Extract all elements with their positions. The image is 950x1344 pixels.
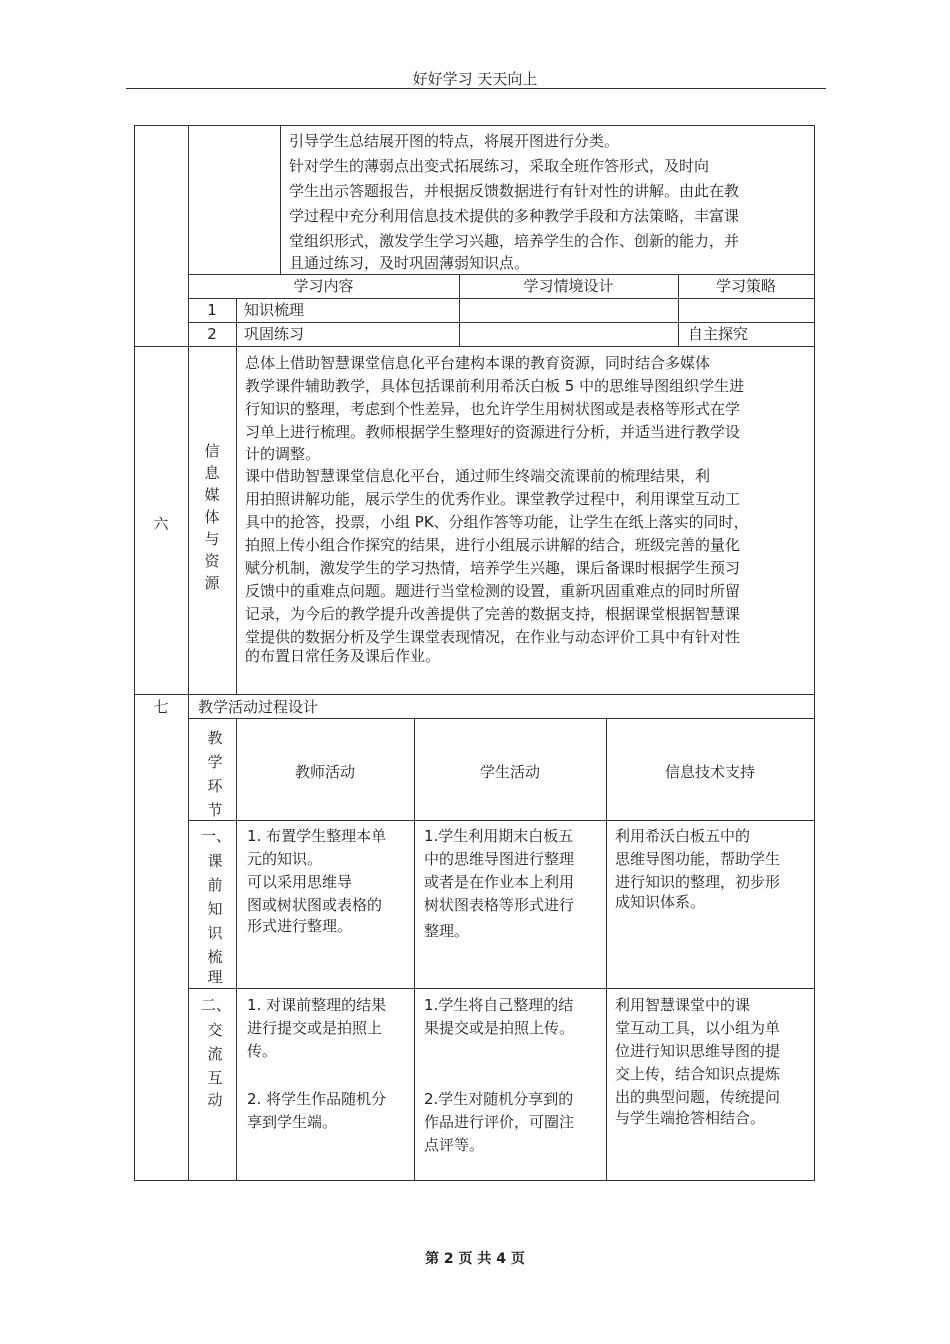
label-char: 媒 — [204, 486, 220, 504]
teacher-line: 形式进行整理。 — [247, 917, 353, 935]
teacher-line: 图或树状图或表格的 — [247, 896, 383, 914]
header-tech-support: 信息技术支持 — [664, 763, 755, 781]
student-line: 2.学生对随机分享到的 — [424, 1090, 574, 1108]
tech-line: 交上传，结合知识点提炼 — [615, 1065, 781, 1083]
stage-char: 流 — [207, 1045, 223, 1063]
teacher-line: 元的知识。 — [247, 850, 323, 868]
tech-line: 出的典型问题，传统提问 — [615, 1088, 781, 1106]
grid-line — [188, 988, 815, 989]
stage-char: 动 — [207, 1091, 223, 1109]
teacher-line: 2. 将学生作品随机分 — [247, 1090, 387, 1108]
stage-char: 识 — [207, 924, 223, 942]
teacher-line: 进行提交或是拍照上 — [247, 1019, 383, 1037]
stage-char: 梳 — [207, 948, 223, 966]
tech-line: 利用希沃白板五中的 — [615, 827, 751, 845]
row-index: 2 — [207, 325, 217, 343]
grid-line — [236, 298, 237, 347]
paragraph-line: 引导学生总结展开图的特点，将展开图进行分类。 — [289, 132, 620, 150]
header-learning-strategy: 学习策略 — [715, 277, 776, 295]
text-line: 用拍照讲解功能，展示学生的优秀作业。课堂教学过程中，利用课堂互动工 — [245, 490, 741, 508]
student-line: 中的思维导图进行整理 — [424, 850, 575, 868]
text-line: 课中借助智慧课堂信息化平台，通过师生终端交流课前的梳理结果，利 — [245, 467, 711, 485]
tech-line: 成知识体系。 — [615, 893, 706, 911]
teacher-line: 1. 布置学生整理本单 — [247, 827, 387, 845]
text-line: 行知识的整理，考虑到个性差异，也允许学生用树状图或是表格等形式在学 — [245, 400, 741, 418]
header-student-activity: 学生活动 — [479, 763, 540, 781]
label-char: 信 — [204, 442, 220, 460]
stage-char: 教 — [207, 729, 223, 747]
tech-line: 利用智慧课堂中的课 — [615, 996, 751, 1014]
teacher-line: 可以采用思维导 — [247, 873, 353, 891]
text-line: 教学课件辅助教学，具体包括课前利用希沃白板 5 中的思维导图组织学生进 — [245, 377, 745, 395]
text-line: 记录，为今后的教学提升改善提供了完善的数据支持，根据课堂根据智慧课 — [245, 605, 741, 623]
student-line: 1.学生利用期末白板五 — [424, 827, 574, 845]
text-line: 拍照上传小组合作探究的结果，进行小组展示讲解的结合，班级完善的量化 — [245, 536, 741, 554]
student-line: 或者是在作业本上利用 — [424, 873, 575, 891]
stage-char: 互 — [207, 1069, 223, 1087]
text-line: 反馈中的重难点问题。题进行当堂检测的设置，重新巩固重难点的同时所留 — [245, 582, 741, 600]
text-line: 计的调整。 — [245, 445, 321, 463]
teacher-line: 1. 对课前整理的结果 — [247, 996, 387, 1014]
stage-char: 学 — [207, 753, 223, 771]
paragraph-line: 且通过练习，及时巩固薄弱知识点。 — [289, 254, 530, 272]
label-char: 源 — [204, 574, 220, 592]
page-footer: 第 2 页 共 4 页 — [425, 1251, 525, 1267]
tech-line: 思维导图功能，帮助学生 — [615, 850, 781, 868]
section-number: 七 — [153, 698, 169, 716]
text-line: 的布置日常任务及课后作业。 — [245, 647, 441, 665]
teacher-line: 传。 — [247, 1042, 278, 1060]
header-learning-content: 学习内容 — [293, 277, 354, 295]
header-divider — [126, 88, 826, 89]
student-line: 作品进行评价，可圈注 — [424, 1113, 575, 1131]
text-line: 堂提供的数据分析及学生课堂表现情况，在作业与动态评价工具中有针对性 — [245, 628, 741, 646]
student-line: 点评等。 — [424, 1136, 485, 1154]
tech-line: 进行知识的整理，初步形 — [615, 873, 781, 891]
student-line: 整理。 — [424, 922, 470, 940]
row-strategy: 自主探究 — [688, 325, 749, 343]
student-line: 果提交或是拍照上传。 — [424, 1019, 575, 1037]
text-line: 赋分机制，激发学生的学习热情，培养学生兴趣，课后备课时根据学生预习 — [245, 559, 741, 577]
stage-char: 节 — [207, 801, 223, 819]
stage-char: 交 — [207, 1021, 223, 1039]
stage-char: 前 — [207, 876, 223, 894]
label-char: 与 — [204, 530, 220, 548]
text-line: 具中的抢答，投票，小组 PK、分组作答等功能，让学生在纸上落实的同时， — [245, 513, 749, 531]
label-char: 息 — [204, 464, 220, 482]
paragraph-line: 学生出示答题报告，并根据反馈数据进行有针对性的讲解。由此在教 — [289, 182, 740, 200]
grid-line — [414, 718, 415, 1181]
paragraph-line: 学过程中充分利用信息技术提供的多种教学手段和方法策略，丰富课 — [289, 207, 740, 225]
tech-line: 堂互动工具，以小组为单 — [615, 1019, 781, 1037]
table-border-right — [814, 125, 815, 1181]
header-teacher-activity: 教师活动 — [294, 763, 355, 781]
stage-char: 课 — [207, 852, 223, 870]
row-content: 知识梳理 — [244, 301, 305, 319]
text-line: 总体上借助智慧课堂信息化平台建构本课的教育资源，同时结合多媒体 — [245, 354, 711, 372]
stage-char: 环 — [207, 777, 223, 795]
stage-char: 知 — [207, 900, 223, 918]
paragraph-line: 堂组织形式，激发学生学习兴趣，培养学生的合作、创新的能力，并 — [289, 232, 740, 250]
header-learning-scenario: 学习情境设计 — [523, 277, 614, 295]
grid-line — [236, 346, 237, 695]
grid-line — [236, 718, 237, 1181]
page-header: 好好学习 天天向上 — [412, 70, 538, 88]
tech-line: 位进行知识思维导图的提 — [615, 1042, 781, 1060]
teacher-line: 享到学生端。 — [247, 1113, 338, 1131]
row-content: 巩固练习 — [244, 325, 305, 343]
student-line: 1.学生将自己整理的结 — [424, 996, 574, 1014]
tech-line: 与学生端抢答相结合。 — [615, 1109, 766, 1127]
stage-char: 一、 — [201, 827, 232, 845]
label-char: 体 — [204, 508, 220, 526]
text-line: 习单上进行梳理。教师根据学生整理好的资源进行分析，并适当进行教学设 — [245, 423, 741, 441]
table-border-top — [134, 125, 815, 126]
grid-line — [188, 820, 815, 821]
label-char: 资 — [204, 552, 220, 570]
grid-line — [606, 718, 607, 1181]
section-seven-title: 教学活动过程设计 — [198, 698, 319, 716]
row-index: 1 — [207, 301, 217, 319]
section-number: 六 — [153, 515, 169, 533]
stage-char: 二、 — [201, 996, 232, 1014]
table-border-left — [134, 125, 135, 1181]
grid-line — [280, 125, 281, 275]
student-line: 树状图表格等形式进行 — [424, 896, 575, 914]
stage-char: 理 — [207, 968, 223, 986]
paragraph-line: 针对学生的薄弱点出变式拓展练习，采取全班作答形式，及时向 — [289, 157, 710, 175]
